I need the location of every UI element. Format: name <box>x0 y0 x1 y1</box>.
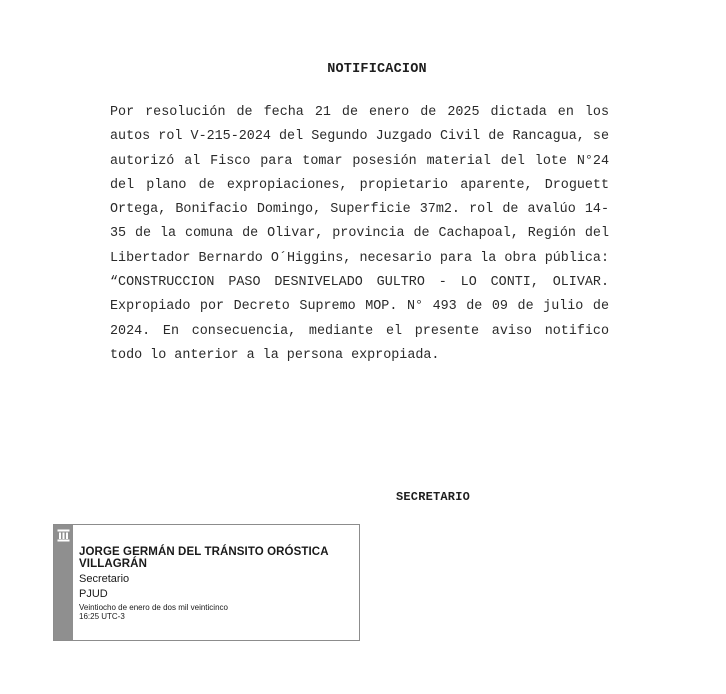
signature-details <box>79 547 354 621</box>
document-title: NOTIFICACION <box>327 62 427 77</box>
courthouse-icon <box>57 529 70 542</box>
signature-date: Veintiocho de enero de dos mil veinticinco <box>79 603 228 612</box>
signatory-label: SECRETARIO <box>396 490 471 504</box>
signer-name: JORGE GERMÁN DEL TRÁNSITO ORÓSTICA VILLAGRÁN <box>79 546 329 570</box>
notification-body: Por resolución de fecha 21 de enero de 2025 dictada en los autos rol V-215-2024 del Segundo Juzgado Civil de Rancagua, se autorizó al Fisco para tomar posesión material del lote N°24 del plano de expropiaciones, propietario aparente, Droguett Ortega, Bonifacio Domingo, Superficie 37m2. rol de avalúo 14-35 de la comuna de Olivar, provincia de Cachapoal, Región del Libertador Bernardo O´Higgins, necesario para la obra pública: “CONSTRUCCION PASO DESNIVELADO GULTRO - LO CONTI, OLIVAR. Expropiado por Decreto Supremo MOP. N° 493 de 09 de julio de 2024. En consecuencia, mediante el presente aviso notifico todo lo anterior a la persona expropiada. <box>110 105 609 363</box>
electronic-signature-box <box>53 524 360 641</box>
signer-role: Secretario <box>79 573 130 585</box>
signature-time: 16:25 UTC-3 <box>79 611 125 621</box>
signature-side-bar <box>54 525 73 640</box>
signer-organization: PJUD <box>79 588 108 600</box>
